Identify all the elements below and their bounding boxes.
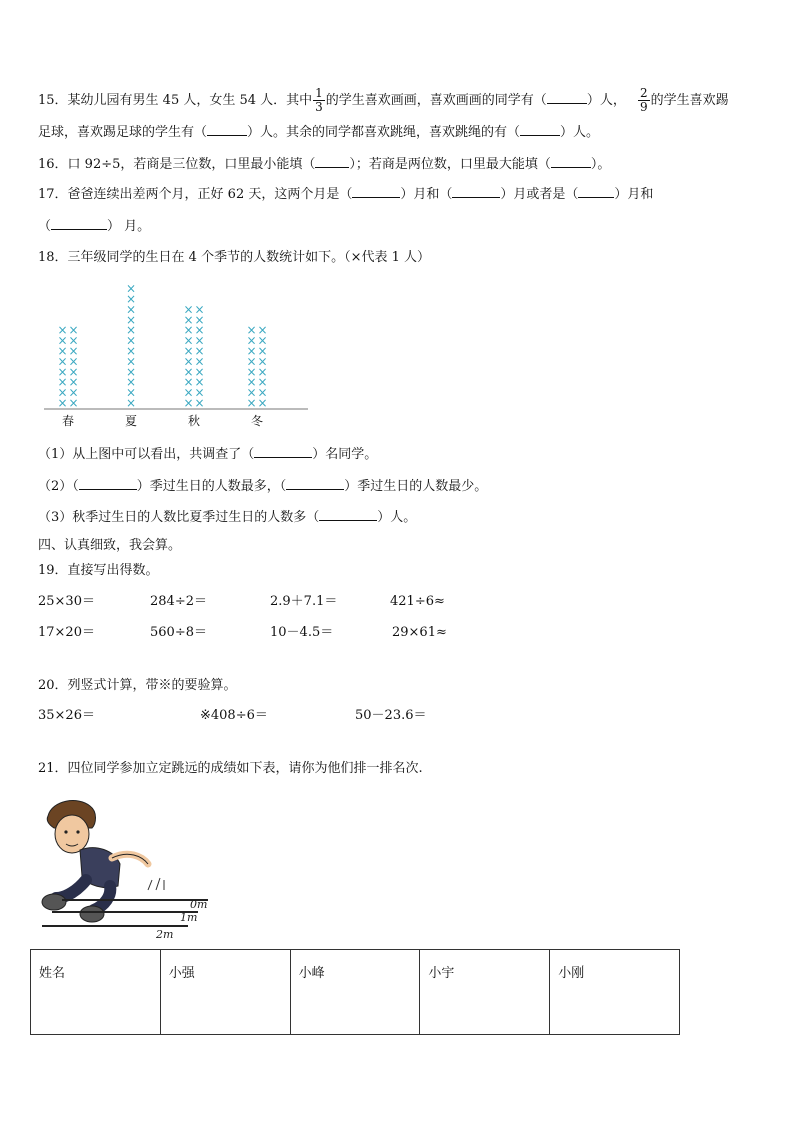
q17-line2: （ ） 月。	[38, 219, 151, 234]
pictograph-mark-秋: ×	[194, 385, 205, 400]
pictograph-mark-夏: ×	[125, 354, 137, 369]
q20-title: 20．列竖式计算，带※的要验算。	[38, 678, 237, 693]
pictograph-mark-秋: ×	[194, 323, 205, 338]
answer-blank[interactable]	[79, 478, 137, 490]
pictograph-mark-夏: ×	[125, 312, 137, 327]
long-jump-score-table	[30, 949, 680, 1035]
pictograph-mark-冬: ×	[246, 385, 257, 400]
pictograph-mark-春: ×	[68, 323, 79, 338]
q18-sub1: （1）从上图中可以看出，共调查了（ ）名同学。	[38, 447, 378, 462]
pictograph-mark-冬: ×	[246, 323, 257, 338]
pictograph-mark-春: ×	[57, 333, 68, 348]
table-header-cell: 小刚	[550, 950, 680, 1035]
section-four-heading: 四、认真细致，我会算。	[38, 538, 182, 553]
pictograph-mark-春: ×	[57, 354, 68, 369]
pictograph-mark-秋: ×	[194, 344, 205, 358]
q16: 16．口 92÷5，若商是三位数，口里最小能填（ ）；若商是两位数，口里最大能填（ ）。	[38, 157, 611, 172]
answer-blank[interactable]	[51, 218, 107, 230]
mark-0m: 0m	[190, 898, 208, 911]
pictograph-mark-夏: ×	[125, 385, 137, 400]
pictograph-mark-春: ×	[68, 396, 79, 410]
table-header-cell: 小宇	[420, 950, 550, 1035]
q15-line2: 足球，喜欢踢足球的学生有（ ）人。其余的同学都喜欢跳绳，喜欢跳绳的有（ ）人。	[38, 125, 600, 140]
q19-title: 19．直接写出得数。	[38, 563, 159, 578]
pictograph-mark-秋: ×	[183, 364, 194, 379]
pictograph-mark-冬: ×	[246, 354, 257, 369]
pictograph-mark-冬: ×	[246, 333, 257, 348]
pictograph-mark-春: ×	[68, 344, 79, 358]
pictograph-mark-春: ×	[68, 333, 79, 348]
pictograph-mark-冬: ×	[257, 396, 268, 410]
pictograph-mark-夏: ×	[125, 375, 137, 390]
pictograph-mark-春: ×	[68, 354, 79, 369]
q15-line1: 15．某幼儿园有男生 45 人，女生 54 人．其中 $\frac{1}{3}$ 的学生喜欢画画，喜欢画画的同学有（ ）人， $\frac{2}{9}$ 的学生喜欢踢	[38, 86, 729, 114]
pictograph-mark-秋: ×	[194, 396, 205, 410]
pictograph-mark-秋: ×	[194, 354, 205, 369]
calc-item: 17×20＝	[38, 625, 95, 640]
season-label: 冬	[250, 414, 264, 428]
answer-blank[interactable]	[452, 186, 500, 198]
calc-item: 421÷6≈	[390, 594, 445, 609]
answer-blank[interactable]	[207, 124, 247, 136]
answer-blank[interactable]	[315, 156, 349, 168]
pictograph-mark-春: ×	[57, 396, 68, 410]
pictograph-mark-冬: ×	[246, 364, 257, 379]
answer-blank[interactable]	[520, 124, 560, 136]
table-header-cell: 姓名	[31, 950, 161, 1035]
pictograph-mark-秋: ×	[194, 312, 205, 327]
pictograph-mark-春: ×	[57, 323, 68, 338]
pictograph-mark-秋: ×	[183, 344, 194, 358]
pictograph-mark-冬: ×	[257, 333, 268, 348]
answer-blank[interactable]	[286, 478, 344, 490]
pictograph-mark-春: ×	[68, 385, 79, 400]
season-label: 春	[61, 414, 75, 428]
pictograph-mark-春: ×	[57, 375, 68, 390]
answer-blank[interactable]	[254, 446, 312, 458]
calc-item: 29×61≈	[392, 625, 447, 640]
pictograph-mark-春: ×	[68, 375, 79, 390]
calc-item: 50－23.6＝	[355, 708, 427, 723]
table-row	[31, 950, 680, 1035]
fraction-one-third: $\frac{1}{3}$	[315, 86, 323, 114]
pictograph-mark-春: ×	[57, 364, 68, 379]
season-label: 夏	[124, 414, 138, 428]
pictograph-mark-冬: ×	[257, 375, 268, 390]
fraction-two-ninths: $\frac{2}{9}$	[639, 86, 648, 114]
table-header-cell: 小峰	[290, 950, 420, 1035]
pictograph-mark-夏: ×	[125, 344, 137, 358]
pictograph-mark-秋: ×	[183, 375, 194, 390]
pictograph-mark-秋: ×	[183, 396, 194, 410]
mark-2m: 2m	[156, 928, 174, 941]
pictograph-mark-春: ×	[68, 364, 79, 379]
pictograph-mark-秋: ×	[183, 333, 194, 348]
answer-blank[interactable]	[319, 509, 377, 521]
pictograph-mark-夏: ×	[125, 283, 137, 296]
pictograph-mark-冬: ×	[246, 396, 257, 410]
pictograph-mark-夏: ×	[125, 333, 137, 348]
mark-1m: 1m	[180, 911, 198, 924]
calc-item: 560÷8＝	[150, 625, 207, 640]
pictograph-mark-夏: ×	[125, 364, 137, 379]
pictograph-mark-春: ×	[57, 344, 68, 358]
pictograph-mark-秋: ×	[194, 364, 205, 379]
pictograph-mark-秋: ×	[183, 323, 194, 338]
calc-item: 284÷2＝	[150, 594, 207, 609]
pictograph-mark-秋: ×	[183, 302, 194, 317]
q18-title: 18．三年级同学的生日在 4 个季节的人数统计如下。（×代表 1 人）	[38, 250, 431, 265]
pictograph-mark-冬: ×	[257, 385, 268, 400]
pictograph-mark-夏: ×	[125, 323, 137, 338]
pictograph-mark-秋: ×	[183, 354, 194, 369]
pictograph-mark-冬: ×	[257, 344, 268, 358]
pictograph-mark-秋: ×	[194, 333, 205, 348]
calc-item: 35×26＝	[38, 708, 95, 723]
birthday-season-pictograph	[44, 283, 314, 428]
pictograph-mark-冬: ×	[257, 354, 268, 369]
pictograph-mark-夏: ×	[125, 396, 137, 410]
season-label: 秋	[187, 414, 201, 428]
pictograph-mark-秋: ×	[194, 375, 205, 390]
calc-item: 2.9＋7.1＝	[270, 594, 338, 609]
calc-item: 25×30＝	[38, 594, 95, 609]
answer-blank[interactable]	[578, 186, 614, 198]
pictograph-mark-冬: ×	[246, 344, 257, 358]
q18-sub2: （2）（ ）季过生日的人数最多，（ ）季过生日的人数最少。	[38, 479, 488, 494]
table-header-cell: 小强	[160, 950, 290, 1035]
q18-sub3: （3）秋季过生日的人数比夏季过生日的人数多（ ）人。	[38, 510, 417, 525]
pictograph-mark-冬: ×	[246, 375, 257, 390]
pictograph-mark-冬: ×	[257, 323, 268, 338]
pictograph-mark-春: ×	[57, 385, 68, 400]
answer-blank[interactable]	[352, 186, 400, 198]
long-jump-boy-illustration	[38, 794, 218, 944]
pictograph-mark-秋: ×	[183, 385, 194, 400]
pictograph-mark-秋: ×	[194, 302, 205, 317]
pictograph-mark-夏: ×	[125, 292, 137, 306]
q17-line1: 17．爸爸连续出差两个月，正好 62 天，这两个月是（ ）月和（ ）月或者是（ ）月和	[38, 187, 654, 202]
answer-blank[interactable]	[551, 156, 591, 168]
pictograph-mark-夏: ×	[125, 302, 137, 317]
q21-title: 21．四位同学参加立定跳远的成绩如下表，请你为他们排一排名次.	[38, 761, 423, 776]
calc-item: 10－4.5＝	[270, 625, 334, 640]
answer-blank[interactable]	[547, 92, 587, 104]
calc-item: ※408÷6＝	[200, 708, 268, 723]
pictograph-mark-秋: ×	[183, 312, 194, 327]
pictograph-mark-冬: ×	[257, 364, 268, 379]
